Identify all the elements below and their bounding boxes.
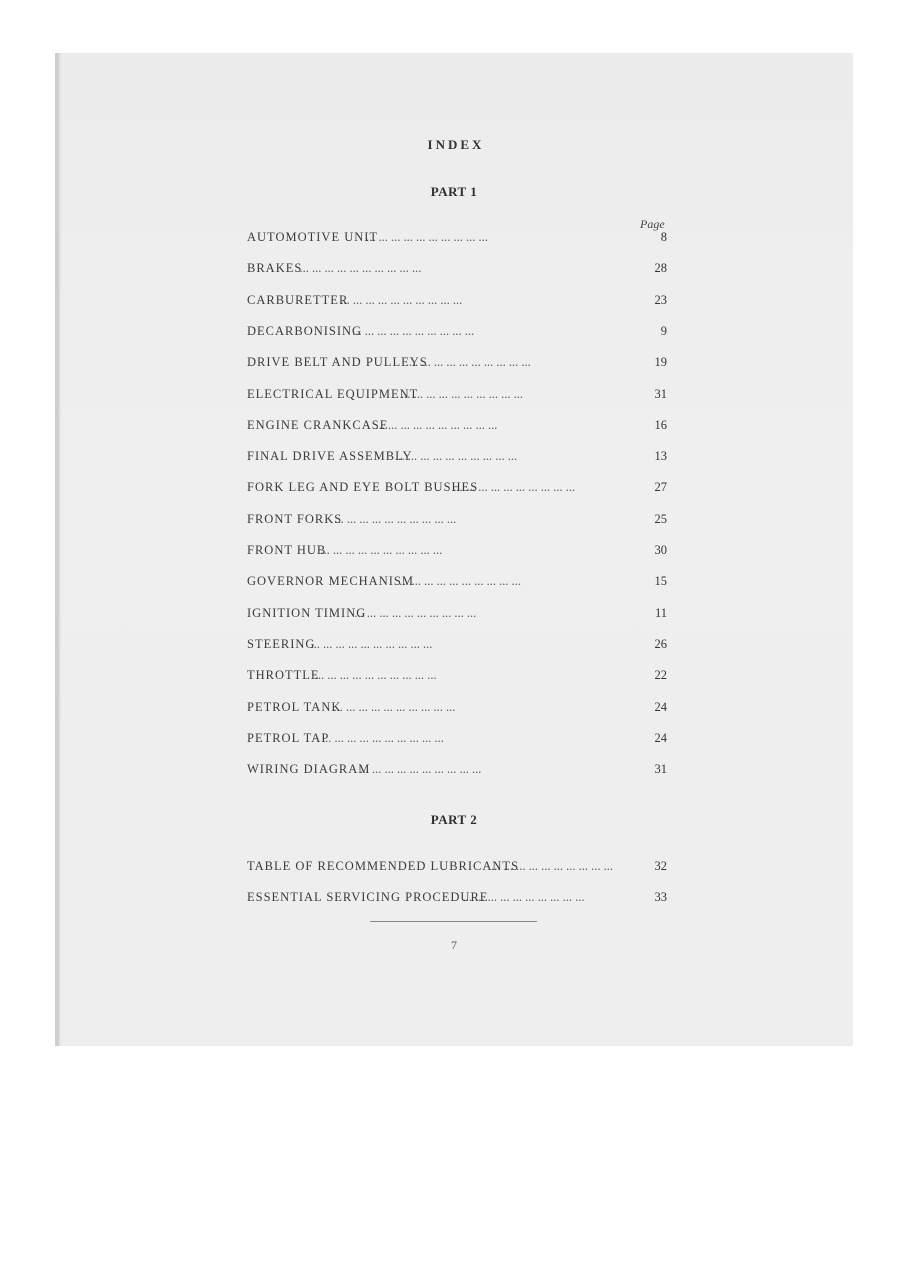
- index-entry: [247, 637, 667, 655]
- entry-page-number: 27: [654, 480, 667, 495]
- entry-page-number: 13: [654, 449, 667, 464]
- index-entry: [247, 606, 667, 624]
- entry-page-number: 30: [654, 543, 667, 557]
- entry-label: ENGINE CRANKCASE: [247, 417, 389, 432]
- index-entry: [247, 387, 667, 405]
- entry-page-number: 19: [654, 355, 667, 370]
- dot-leader: ... ... ... ... ... ... ... ... ... ...: [334, 511, 457, 526]
- dot-leader: ... ... ... ... ... ... ... ... ... ...: [375, 417, 498, 432]
- entry-label: GOVERNOR MECHANISM: [247, 574, 414, 589]
- index-entry: [247, 700, 667, 718]
- entry-page-number: 24: [654, 730, 667, 745]
- dot-leader: ... ... ... ... ... ... ... ... ... ...: [401, 386, 524, 401]
- dot-leader: ... ... ... ... ... ... ... ... ... ...: [299, 261, 422, 276]
- entry-page-number: 9: [660, 323, 667, 338]
- index-entry: [247, 512, 667, 530]
- entry-label: FRONT FORKS: [247, 511, 343, 526]
- entry-page-number: 26: [654, 636, 667, 651]
- entry-label: AUTOMOTIVE UNIT: [247, 230, 379, 244]
- scanned-page: [55, 53, 853, 1046]
- divider-rule: [370, 921, 537, 922]
- entry-label: STEERING: [247, 636, 316, 651]
- entry-label: PETROL TAP: [247, 730, 330, 745]
- dot-leader: ... ... ... ... ... ... ... ... ... ...: [395, 449, 518, 464]
- entry-label: THROTTLE: [247, 668, 320, 683]
- index-entry: [247, 480, 667, 498]
- index-entry: [247, 668, 667, 686]
- dot-leader: ... ... ... ... ... ... ... ... ... ...: [408, 355, 531, 370]
- dot-leader: ... ... ... ... ... ... ... ... ... ...: [314, 668, 437, 683]
- index-entry: [247, 449, 667, 467]
- dot-leader: ... ... ... ... ... ... ... ... ... ...: [453, 480, 576, 495]
- dot-leader: ... ... ... ... ... ... ... ... ... ...: [365, 230, 488, 244]
- entry-page-number: 24: [654, 699, 667, 714]
- index-entry: [247, 230, 667, 248]
- entry-page-number: 8: [660, 230, 667, 244]
- entry-label: CARBURETTER: [247, 292, 349, 307]
- entry-label: FINAL DRIVE ASSEMBLY: [247, 449, 413, 464]
- dot-leader: ... ... ... ... ... ... ... ... ... ...: [320, 543, 443, 557]
- entry-label: BRAKES: [247, 261, 303, 276]
- entry-page-number: 31: [654, 386, 667, 401]
- index-entry: [247, 261, 667, 279]
- entry-label: DRIVE BELT AND PULLEYS: [247, 355, 428, 370]
- entry-page-number: 31: [654, 762, 667, 777]
- dot-leader: ... ... ... ... ... ... ... ... ... ...: [333, 699, 456, 714]
- dot-leader: ... ... ... ... ... ... ... ... ... ...: [399, 574, 521, 589]
- entry-page-number: 33: [654, 889, 667, 904]
- entry-page-number: 22: [654, 668, 667, 683]
- index-title: INDEX: [427, 137, 485, 152]
- entry-page-number: 11: [654, 605, 667, 620]
- index-entry: [247, 859, 667, 877]
- entry-label: ESSENTIAL SERVICING PROCEDURE: [247, 889, 489, 904]
- dot-leader: ... ... ... ... ... ... ... ... ... ...: [491, 859, 614, 873]
- page-number: 7: [451, 938, 457, 952]
- entry-label: DECARBONISING: [247, 323, 363, 338]
- part-1-heading: PART 1: [430, 184, 478, 199]
- dot-leader: ... ... ... ... ... ... ... ... ... ...: [354, 605, 477, 620]
- index-entry: [247, 355, 667, 373]
- dot-leader: ... ... ... ... ... ... ... ... ... ...: [462, 889, 585, 904]
- entry-page-number: 32: [654, 859, 667, 873]
- index-entry: [247, 324, 667, 342]
- entry-label: ELECTRICAL EQUIPMENT: [247, 386, 419, 401]
- entry-page-number: 15: [654, 574, 667, 589]
- entry-label: PETROL TANK: [247, 699, 342, 714]
- dot-leader: ... ... ... ... ... ... ... ... ... ...: [340, 292, 463, 307]
- index-entry: [247, 574, 667, 592]
- entry-label: FORK LEG AND EYE BOLT BUSHES: [247, 480, 479, 495]
- dot-leader: ... ... ... ... ... ... ... ... ... ...: [310, 636, 433, 651]
- entry-label: TABLE OF RECOMMENDED LUBRICANTS: [247, 859, 520, 873]
- entry-page-number: 28: [654, 261, 667, 276]
- entry-label: IGNITION TIMING: [247, 605, 367, 620]
- index-entry: [247, 890, 667, 908]
- dot-leader: ... ... ... ... ... ... ... ... ... ...: [359, 762, 482, 777]
- dot-leader: ... ... ... ... ... ... ... ... ... ...: [352, 323, 475, 338]
- entry-page-number: 23: [654, 292, 667, 307]
- index-entry: [247, 762, 667, 780]
- entry-page-number: 16: [654, 417, 667, 432]
- entry-page-number: 25: [654, 511, 667, 526]
- index-entry: [247, 731, 667, 749]
- dot-leader: ... ... ... ... ... ... ... ... ... ...: [321, 730, 444, 745]
- entry-label: WIRING DIAGRAM: [247, 762, 371, 777]
- index-entry: [247, 543, 667, 561]
- page-column-label: Page: [640, 217, 665, 231]
- part-2-heading: PART 2: [430, 812, 478, 827]
- entry-label: FRONT HUB: [247, 543, 327, 557]
- index-entry: [247, 293, 667, 311]
- index-entry: [247, 418, 667, 436]
